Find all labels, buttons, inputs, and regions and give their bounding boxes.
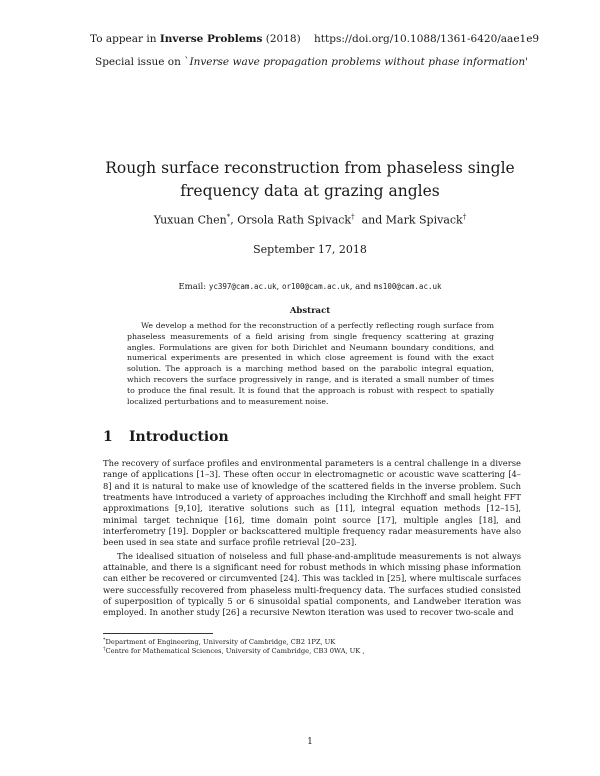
body-text — [103, 458, 521, 619]
author-list — [100, 213, 520, 227]
author-1-footnote-mark[interactable]: * — [226, 213, 231, 221]
author-3: Mark Spivack — [385, 213, 463, 227]
footnote-2-mark: † — [103, 646, 106, 652]
abstract-body — [127, 321, 494, 407]
paper-title: Rough surface reconstruction from phaseless single frequency data at grazing angles — [105, 159, 515, 200]
author-1: Yuxuan Chen — [153, 213, 227, 227]
abstract-heading: Abstract — [289, 306, 331, 316]
footnote-rule — [103, 633, 213, 634]
special-issue-line — [95, 56, 528, 68]
journal-name: Inverse Problems — [159, 33, 263, 45]
special-suffix: ' — [525, 56, 529, 68]
email-2[interactable]: or100@cam.ac.uk — [281, 282, 350, 291]
author-separator: and — [361, 213, 386, 227]
email-prefix: Email: — [178, 282, 209, 292]
author-separator: , — [230, 213, 238, 227]
footnote-1-text: Department of Engineering, University of Cambridge, CB2 1PZ, UK — [105, 638, 336, 647]
page-number: 1 — [307, 737, 313, 747]
appear-prefix: To appear in — [90, 33, 160, 45]
paper-date: September 17, 2018 — [253, 243, 367, 256]
footnote-1-mark: * — [103, 637, 106, 643]
footnote-2-text: Centre for Mathematical Sciences, University of Cambridge, CB3 0WA, UK , — [105, 647, 365, 656]
journal-year: (2018) — [265, 33, 301, 45]
special-issue-title: Inverse wave propagation problems without phase information — [189, 56, 526, 68]
paragraph-1: The recovery of surface profiles and environmental parameters is a central challenge in a diverse range of applications [1–3]. These often occur in electromagnetic or acoustic wave scattering [4–8] and it is natural to make use of knowledge of the scattered fields in the inverse problem. Such treatments have introduced a variety of approaches including the Kirchhoff and small height FFT approximations [9,10], iterative solutions such as [11], integral equation methods [12–15], minimal target technique [16], time domain point source [17], multiple angles [18], and interferometry [19]. Doppler or backscattered multiple frequency radar measurements have also been used in sea state and surface profile retrieval [20–23]. — [103, 458, 521, 548]
special-prefix: Special issue on ` — [95, 56, 190, 68]
section-title: Introduction — [129, 429, 229, 445]
email-separator: , and — [349, 282, 374, 292]
author-3-footnote-mark[interactable]: † — [462, 213, 467, 221]
author-2-footnote-mark[interactable]: † — [351, 213, 355, 221]
email-separator: , — [276, 282, 282, 292]
section-heading — [103, 429, 229, 445]
journal-header — [90, 33, 539, 45]
email-1[interactable]: yc397@cam.ac.uk — [208, 282, 277, 291]
footnote-2 — [103, 645, 521, 656]
doi-link[interactable]: https://doi.org/10.1088/1361-6420/aae1e9 — [314, 33, 540, 45]
author-2: Orsola Rath Spivack — [237, 213, 352, 227]
abstract-text: We develop a method for the reconstruction of a perfectly reflecting rough surface from phaseless measurements of a field arising from single frequency scattering at grazing angles. Formulations are given for both Dirichlet and Neumann boundary conditions, and numerical experiments are presented in which close agreement is found with the exact solution. The approach is a marching method based on the parabolic integral equation, which recovers the surface progressively in range, and is iterated a small number of times to produce the final result. It is found that the approach is robust with respect to spatially localized perturbations and to measurement noise. — [127, 321, 494, 406]
section-number: 1 — [103, 429, 113, 445]
paragraph-2: The idealised situation of noiseless and full phase-and-amplitude measurements is not always attainable, and there is a significant need for robust methods in which missing phase information can either be recovered or circumvented [24]. This was tackled in [25], where multiscale surfaces were successfully recovered from phaseless multi-frequency data. The surfaces studied consisted of superposition of typically 5 or 6 sinusoidal spatial components, and Landweber iteration was employed. In another study [26] a recursive Newton iteration was used to recover two-scale and — [103, 550, 521, 618]
email-3[interactable]: ms100@cam.ac.uk — [373, 282, 442, 291]
email-line — [150, 282, 470, 292]
